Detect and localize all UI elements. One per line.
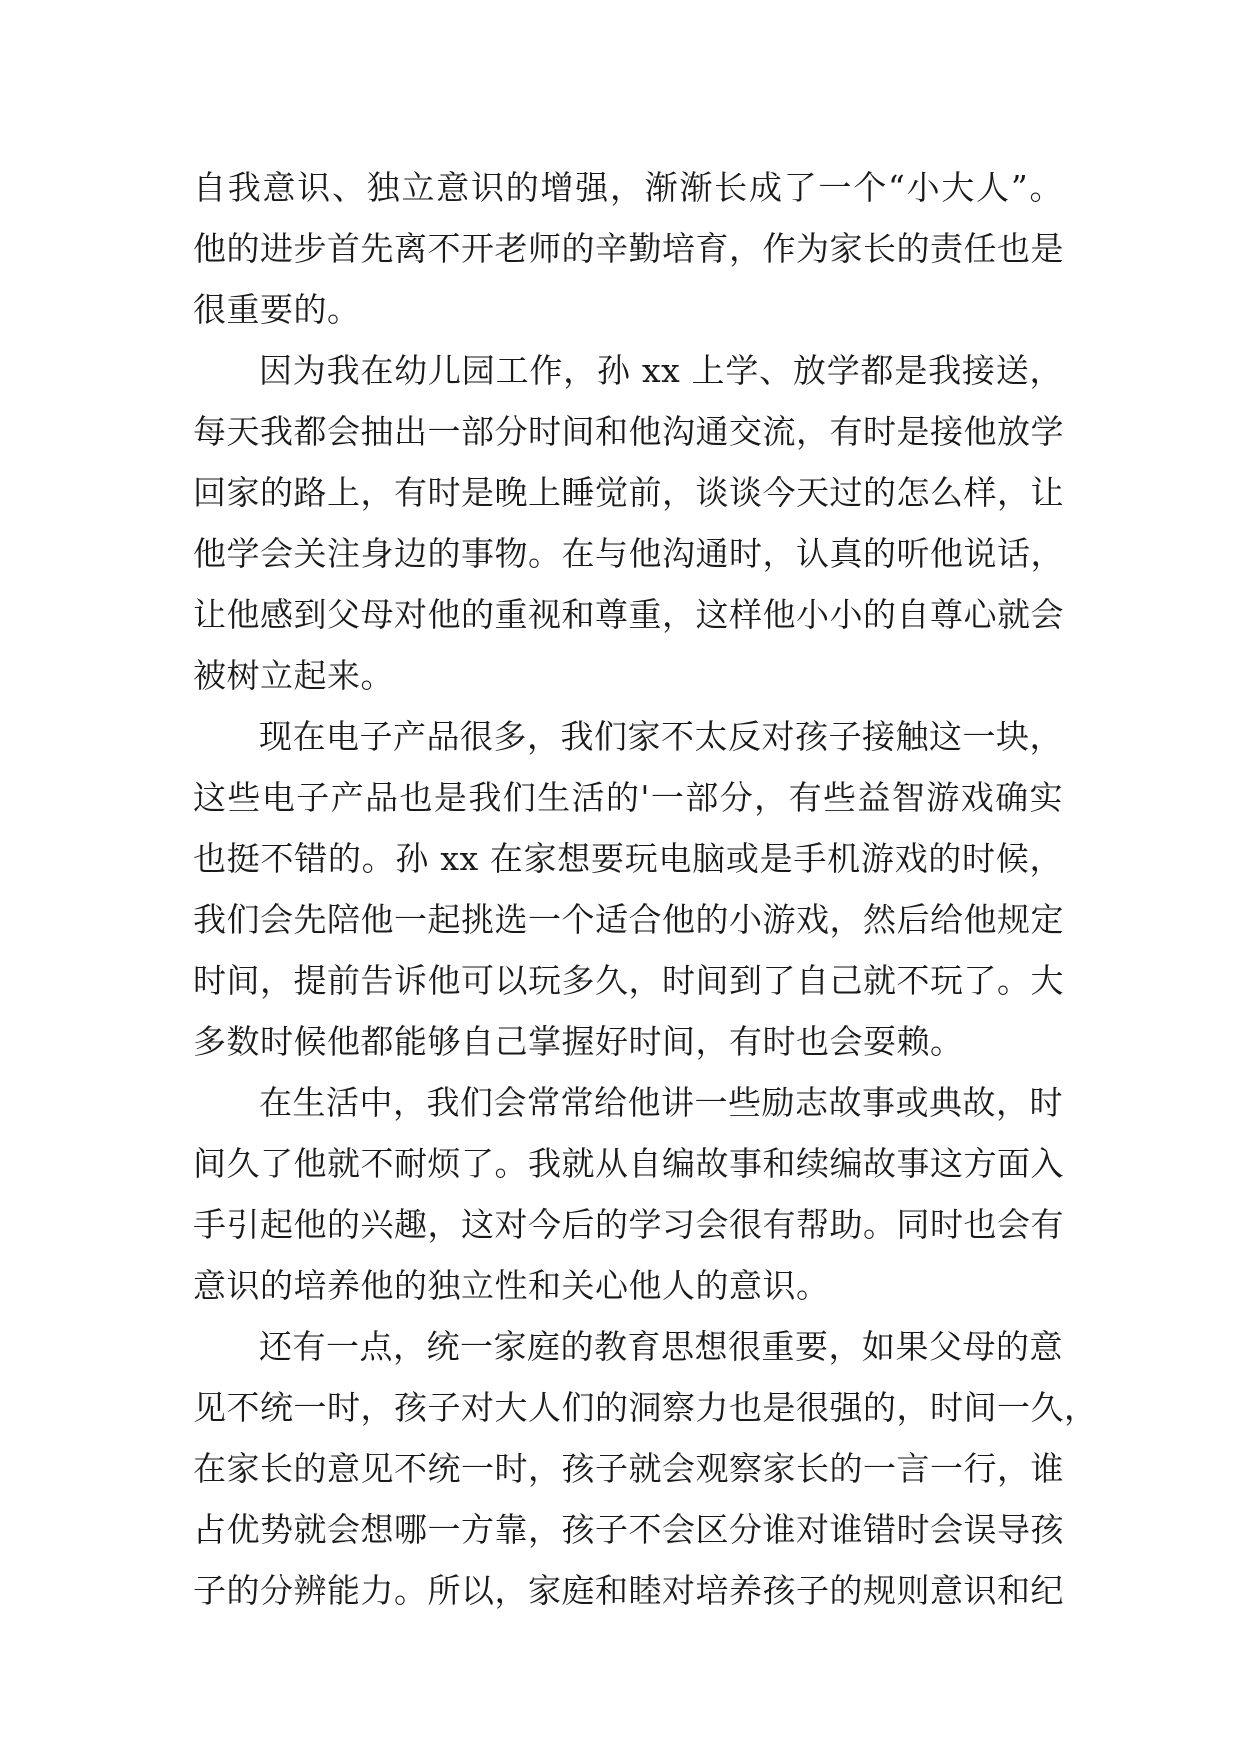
text-line: 这些电子产品也是我们生活的'一部分，有些益智游戏确实 <box>193 778 1063 817</box>
text-line: 占优势就会想哪一方靠，孩子不会区分谁对谁错时会误导孩 <box>193 1510 1064 1549</box>
text-line: 也挺不错的。孙 xx 在家想要玩电脑或是手机游戏的时候， <box>193 839 1063 878</box>
text-line: 意识的培养他的独立性和关心他人的意识。 <box>193 1266 830 1305</box>
text-line: 在生活中，我们会常常给他讲一些励志故事或典故，时 <box>259 1083 1063 1122</box>
text-line: 我们会先陪他一起挑选一个适合他的小游戏，然后给他规定 <box>193 900 1064 939</box>
text-line: 见不统一时，孩子对大人们的洞察力也是很强的，时间一久， <box>193 1388 1098 1427</box>
text-line: 子的分辨能力。所以，家庭和睦对培养孩子的规则意识和纪 <box>193 1571 1064 1610</box>
text-line: 让他感到父母对他的重视和尊重，这样他小小的自尊心就会 <box>193 595 1064 634</box>
text-line: 被树立起来。 <box>193 656 394 695</box>
text-line: 因为我在幼儿园工作，孙 xx 上学、放学都是我接送， <box>259 351 1063 390</box>
text-line: 还有一点，统一家庭的教育思想很重要，如果父母的意 <box>259 1327 1063 1366</box>
text-line: 间久了他就不耐烦了。我就从自编故事和续编故事这方面入 <box>193 1144 1064 1183</box>
text-line: 每天我都会抽出一部分时间和他沟通交流，有时是接他放学 <box>193 412 1064 451</box>
text-line: 时间，提前告诉他可以玩多久，时间到了自己就不玩了。大 <box>193 961 1064 1000</box>
text-line: 手引起他的兴趣，这对今后的学习会很有帮助。同时也会有 <box>193 1205 1064 1244</box>
text-line: 他学会关注身边的事物。在与他沟通时，认真的听他说话， <box>193 534 1064 573</box>
text-line: 他的进步首先离不开老师的辛勤培育，作为家长的责任也是 <box>193 229 1064 268</box>
text-line: 在家长的意见不统一时，孩子就会观察家长的一言一行，谁 <box>193 1449 1064 1488</box>
text-line: 多数时候他都能够自己掌握好时间，有时也会耍赖。 <box>193 1022 964 1061</box>
text-line: 很重要的。 <box>193 290 361 329</box>
text-line: 现在电子产品很多，我们家不太反对孩子接触这一块， <box>259 717 1063 756</box>
text-line: 自我意识、独立意识的增强，渐渐长成了一个“小大人”。 <box>193 168 1063 207</box>
text-line: 回家的路上，有时是晚上睡觉前，谈谈今天过的怎么样，让 <box>193 473 1064 512</box>
document-body <box>193 157 1098 1621</box>
